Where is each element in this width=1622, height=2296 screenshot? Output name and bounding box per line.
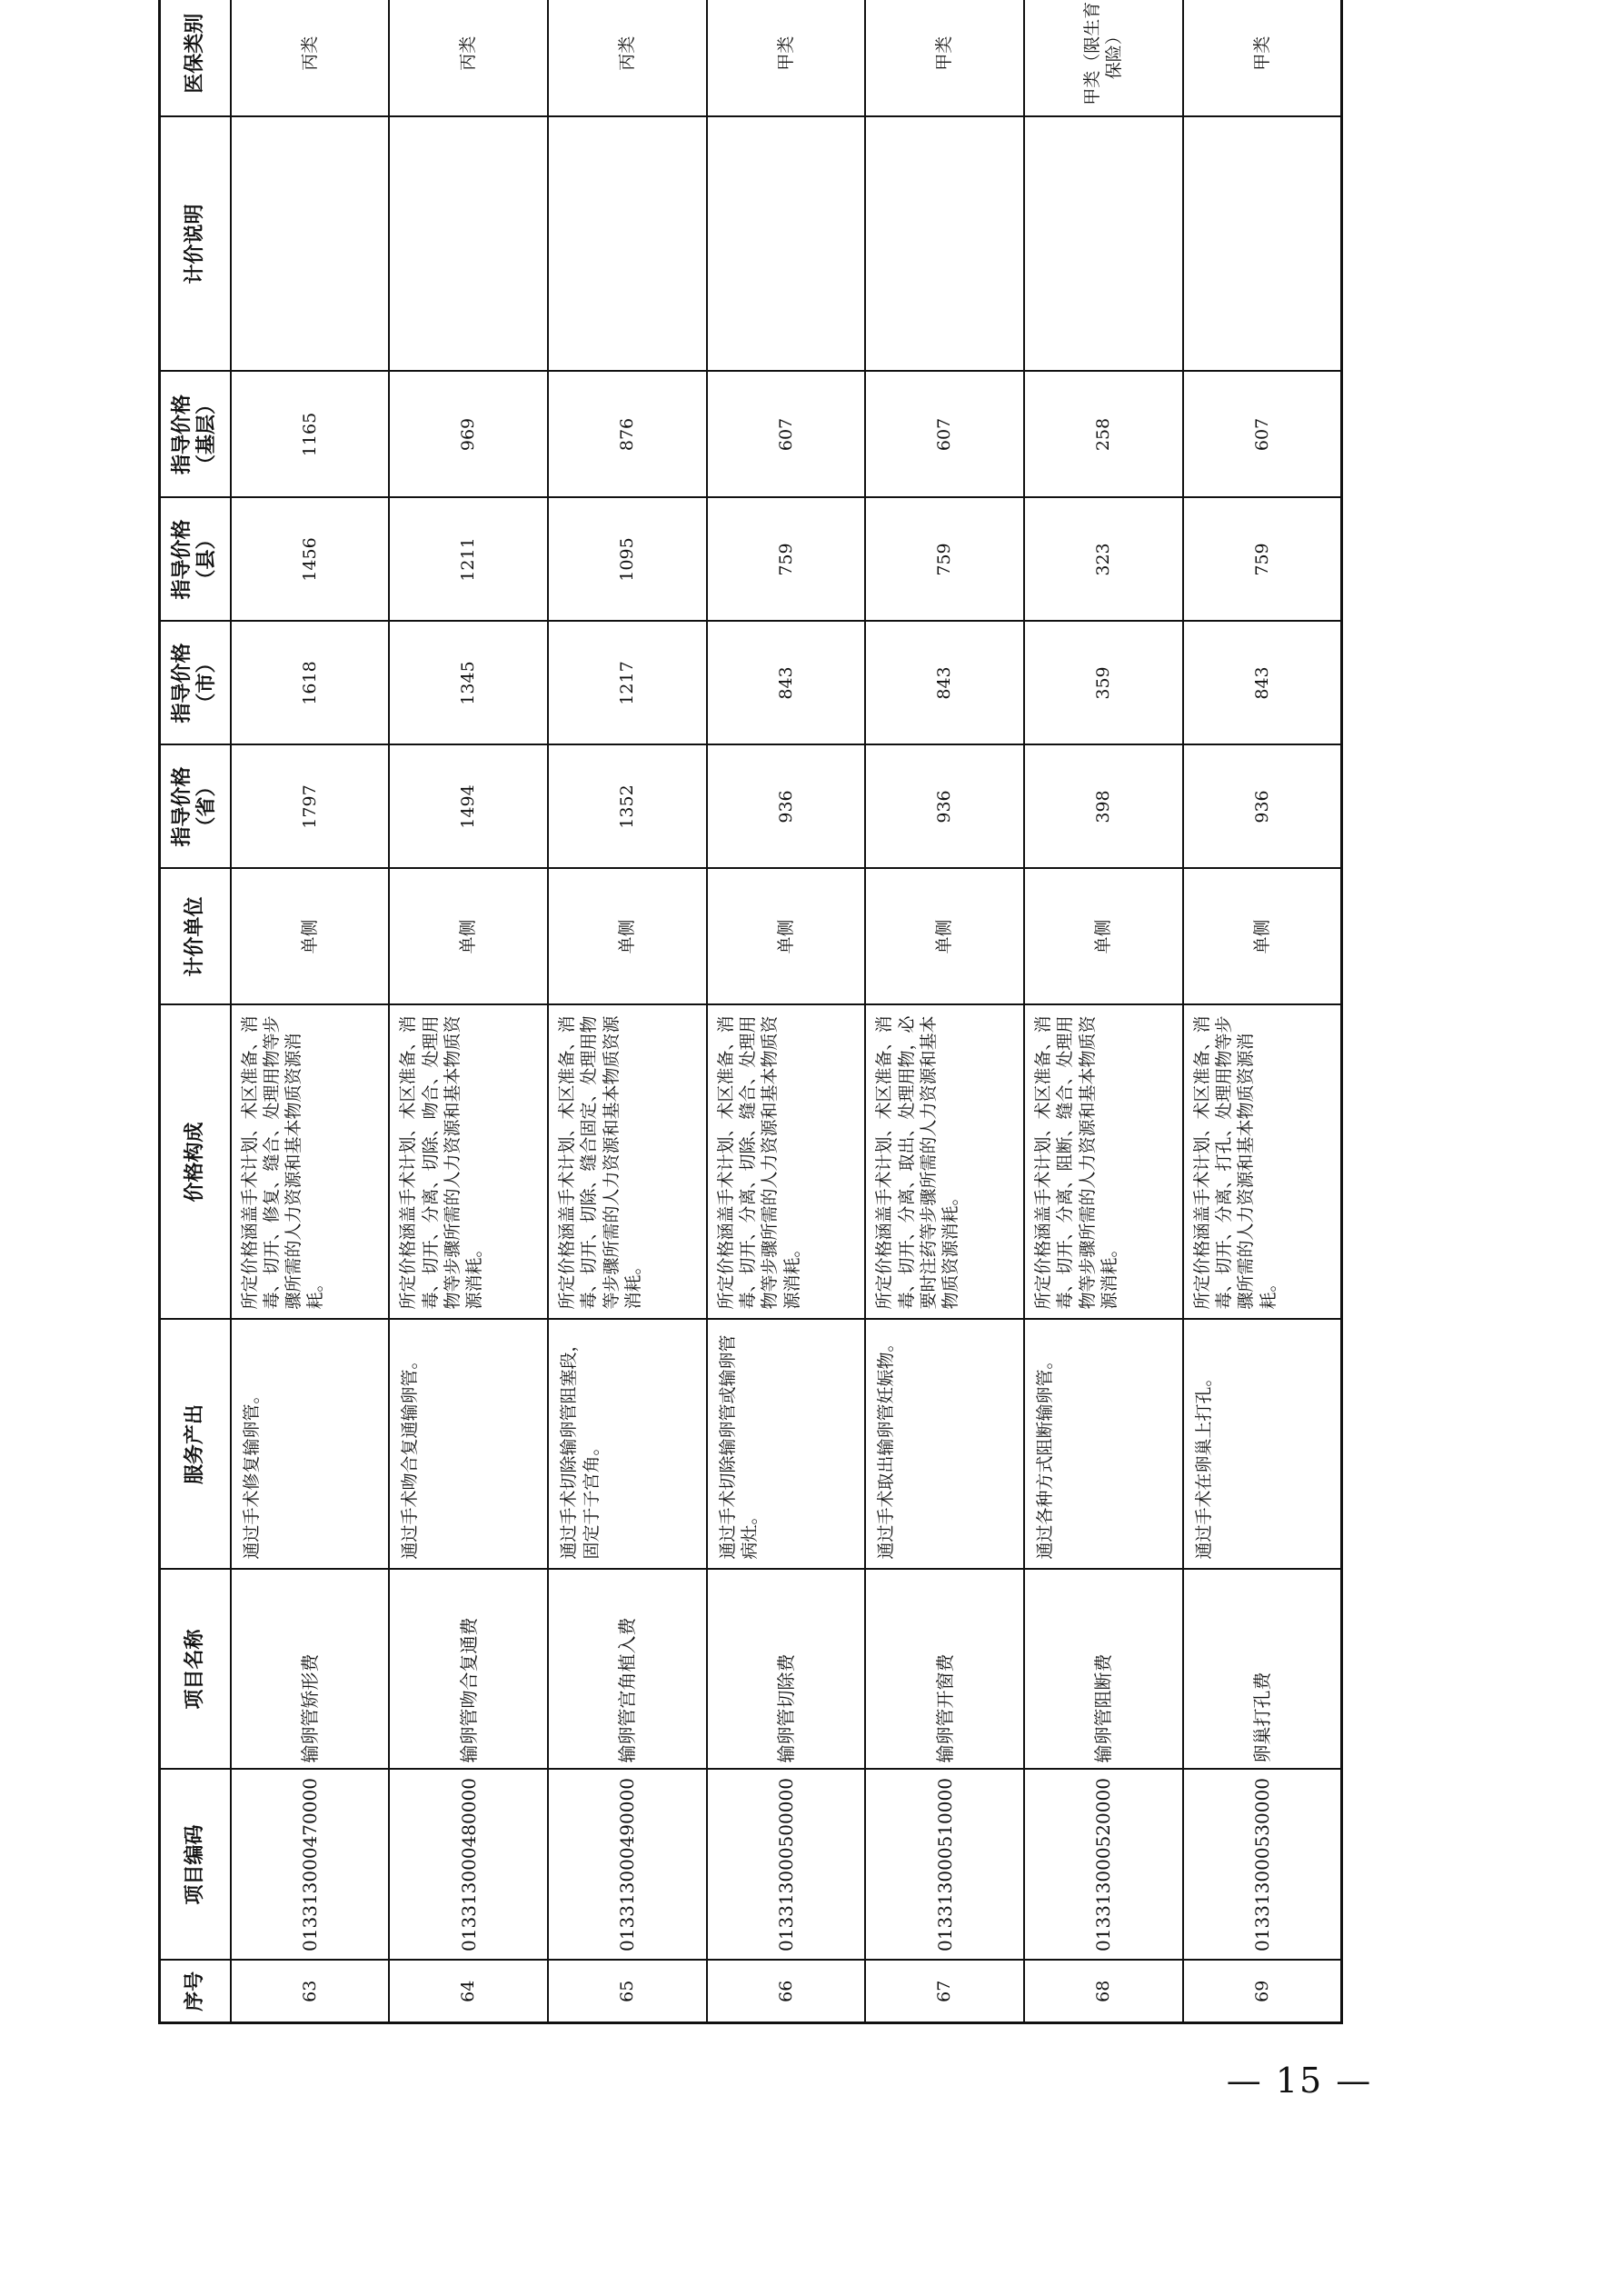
cell-note [231, 117, 390, 372]
cell-price-province: 1494 [389, 745, 548, 869]
cell-unit: 单侧 [548, 869, 707, 1005]
header-price-province: 指导价格（省） [160, 745, 231, 869]
cell-price-county: 759 [865, 498, 1024, 622]
table-row [707, 0, 866, 2023]
cell-price-county: 759 [707, 498, 866, 622]
cell-composition: 所定价格涵盖手术计划、术区准备、消毒、切开、分离、打孔、处理用物等步骤所需的人力资源和基本物质资源消耗。 [1183, 1005, 1342, 1320]
table-row [865, 0, 1024, 2023]
header-note: 计价说明 [160, 117, 231, 372]
cell-insurance: 甲类（限生育保险） [1024, 0, 1183, 117]
header-unit: 计价单位 [160, 869, 231, 1005]
cell-code: 013313000530000 [1183, 1770, 1342, 1961]
cell-insurance: 甲类 [707, 0, 866, 117]
cell-note [1024, 117, 1183, 372]
cell-price-grassroots: 607 [865, 372, 1024, 498]
cell-price-grassroots: 607 [1183, 372, 1342, 498]
cell-price-grassroots: 607 [707, 372, 866, 498]
cell-name: 卵巢打孔费 [1183, 1570, 1342, 1770]
table-row [231, 0, 390, 2023]
cell-code: 013313000500000 [707, 1770, 866, 1961]
cell-unit: 单侧 [389, 869, 548, 1005]
cell-name: 输卵管开窗费 [865, 1570, 1024, 1770]
cell-unit: 单侧 [865, 869, 1024, 1005]
header-insurance: 医保类别 [160, 0, 231, 117]
cell-unit: 单侧 [1024, 869, 1183, 1005]
header-seq: 序号 [160, 1961, 231, 2023]
cell-unit: 单侧 [707, 869, 866, 1005]
cell-output: 通过手术切除输卵管阻塞段，固定于子宫角。 [548, 1320, 707, 1570]
header-code: 项目编码 [160, 1770, 231, 1961]
table-row [389, 0, 548, 2023]
header-output: 服务产出 [160, 1320, 231, 1570]
cell-name: 输卵管宫角植入费 [548, 1570, 707, 1770]
cell-price-province: 1352 [548, 745, 707, 869]
cell-seq: 68 [1024, 1961, 1183, 2023]
cell-note [389, 117, 548, 372]
cell-note [707, 117, 866, 372]
cell-code: 013313000470000 [231, 1770, 390, 1961]
cell-name: 输卵管阻断费 [1024, 1570, 1183, 1770]
cell-price-city: 1618 [231, 622, 390, 745]
table-row [548, 0, 707, 2023]
cell-code: 013313000490000 [548, 1770, 707, 1961]
cell-composition: 所定价格涵盖手术计划、术区准备、消毒、切开、分离、阻断、缝合、处理用物等步骤所需的人力资源和基本物质资源消耗。 [1024, 1005, 1183, 1320]
table-row [1183, 0, 1342, 2023]
cell-price-grassroots: 876 [548, 372, 707, 498]
cell-price-county: 323 [1024, 498, 1183, 622]
cell-note [865, 117, 1024, 372]
cell-insurance: 丙类 [548, 0, 707, 117]
cell-price-county: 759 [1183, 498, 1342, 622]
page-number: — 15 — [1226, 2061, 1373, 2101]
cell-seq: 63 [231, 1961, 390, 2023]
cell-code: 013313000520000 [1024, 1770, 1183, 1961]
cell-output: 通过手术吻合复通输卵管。 [389, 1320, 548, 1570]
cell-code: 013313000480000 [389, 1770, 548, 1961]
cell-output: 通过手术在卵巢上打孔。 [1183, 1320, 1342, 1570]
cell-insurance: 丙类 [231, 0, 390, 117]
cell-price-city: 359 [1024, 622, 1183, 745]
cell-output: 通过各种方式阻断输卵管。 [1024, 1320, 1183, 1570]
cell-unit: 单侧 [231, 869, 390, 1005]
cell-price-city: 843 [865, 622, 1024, 745]
cell-composition: 所定价格涵盖手术计划、术区准备、消毒、切开、分离、切除、吻合、处理用物等步骤所需的人力资源和基本物质资源消耗。 [389, 1005, 548, 1320]
table-row [1024, 0, 1183, 2023]
price-table [158, 0, 1343, 2024]
header-price-city: 指导价格（市） [160, 622, 231, 745]
cell-output: 通过手术取出输卵管妊娠物。 [865, 1320, 1024, 1570]
cell-price-city: 843 [707, 622, 866, 745]
cell-price-province: 398 [1024, 745, 1183, 869]
cell-price-county: 1095 [548, 498, 707, 622]
cell-name: 输卵管矫形费 [231, 1570, 390, 1770]
cell-price-province: 936 [707, 745, 866, 869]
cell-name: 输卵管切除费 [707, 1570, 866, 1770]
cell-composition: 所定价格涵盖手术计划、术区准备、消毒、切开、分离、取出、处理用物，必要时注药等步骤所需的人力资源和基本物质资源消耗。 [865, 1005, 1024, 1320]
rotated-table-frame [158, 1, 1343, 2024]
cell-unit: 单侧 [1183, 869, 1342, 1005]
header-name: 项目名称 [160, 1570, 231, 1770]
cell-insurance: 甲类 [1183, 0, 1342, 117]
cell-seq: 66 [707, 1961, 866, 2023]
header-composition: 价格构成 [160, 1005, 231, 1320]
cell-price-county: 1456 [231, 498, 390, 622]
cell-seq: 67 [865, 1961, 1024, 2023]
cell-composition: 所定价格涵盖手术计划、术区准备、消毒、切开、分离、切除、缝合、处理用物等步骤所需的人力资源和基本物质资源消耗。 [707, 1005, 866, 1320]
cell-name: 输卵管吻合复通费 [389, 1570, 548, 1770]
cell-price-city: 1217 [548, 622, 707, 745]
cell-price-province: 1797 [231, 745, 390, 869]
cell-price-grassroots: 969 [389, 372, 548, 498]
cell-seq: 65 [548, 1961, 707, 2023]
cell-price-grassroots: 258 [1024, 372, 1183, 498]
cell-price-city: 843 [1183, 622, 1342, 745]
cell-seq: 64 [389, 1961, 548, 2023]
cell-insurance: 丙类 [389, 0, 548, 117]
cell-price-province: 936 [865, 745, 1024, 869]
cell-price-province: 936 [1183, 745, 1342, 869]
cell-price-grassroots: 1165 [231, 372, 390, 498]
cell-note [548, 117, 707, 372]
cell-composition: 所定价格涵盖手术计划、术区准备、消毒、切开、切除、缝合固定、处理用物等步骤所需的人力资源和基本物质资源消耗。 [548, 1005, 707, 1320]
cell-price-county: 1211 [389, 498, 548, 622]
cell-code: 013313000510000 [865, 1770, 1024, 1961]
header-price-county: 指导价格（县） [160, 498, 231, 622]
cell-insurance: 甲类 [865, 0, 1024, 117]
header-price-grassroots: 指导价格（基层） [160, 372, 231, 498]
cell-price-city: 1345 [389, 622, 548, 745]
cell-note [1183, 117, 1342, 372]
cell-composition: 所定价格涵盖手术计划、术区准备、消毒、切开、修复、缝合、处理用物等步骤所需的人力资源和基本物质资源消耗。 [231, 1005, 390, 1320]
cell-seq: 69 [1183, 1961, 1342, 2023]
table-header-row [160, 0, 231, 2023]
cell-output: 通过手术修复输卵管。 [231, 1320, 390, 1570]
cell-output: 通过手术切除输卵管或输卵管病灶。 [707, 1320, 866, 1570]
